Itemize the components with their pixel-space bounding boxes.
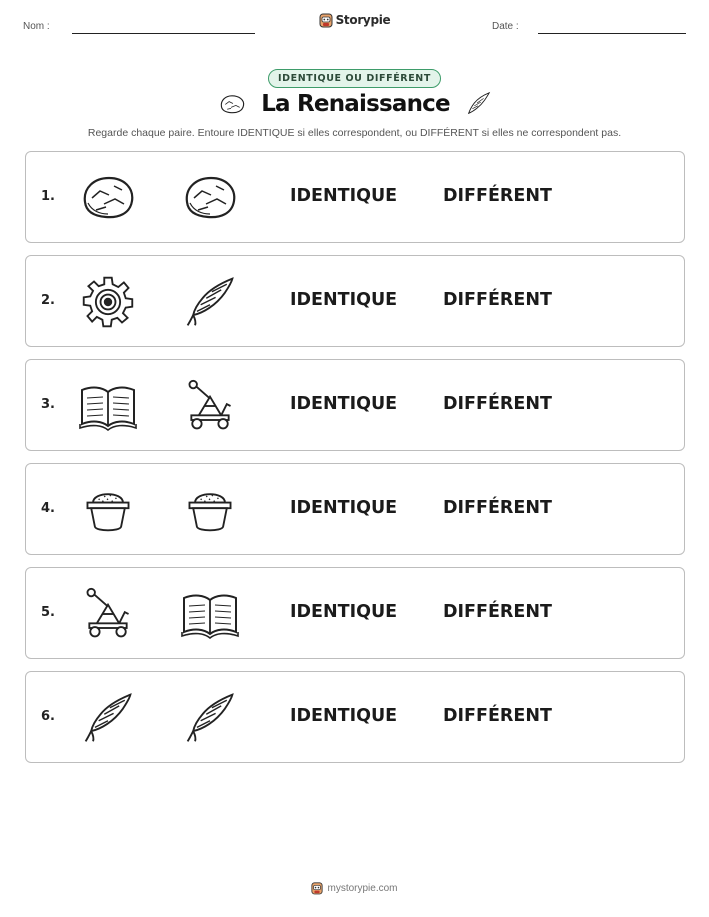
identique-option[interactable]: IDENTIQUE [290, 394, 398, 414]
catapult-icon [180, 378, 240, 434]
name-label: Nom : [23, 21, 50, 32]
question-row-5 [25, 567, 685, 659]
different-option[interactable]: DIFFÉRENT [443, 394, 552, 414]
date-label: Date : [492, 21, 519, 32]
question-row-6 [25, 671, 685, 763]
stone-icon [180, 170, 240, 226]
wing-icon [464, 90, 492, 118]
identique-option[interactable]: IDENTIQUE [290, 498, 398, 518]
worksheet-type-badge: IDENTIQUE OU DIFFÉRENT [268, 69, 441, 88]
different-option[interactable]: DIFFÉRENT [443, 186, 552, 206]
stone-icon [78, 170, 138, 226]
name-line[interactable] [72, 33, 255, 34]
wing-icon [180, 274, 240, 330]
question-row-3 [25, 359, 685, 451]
question-number: 2. [41, 293, 55, 308]
page-title: La Renaissance [261, 91, 450, 117]
pot-icon [180, 482, 240, 538]
instructions: Regarde chaque paire. Entoure IDENTIQUE si elles correspondent, ou DIFFÉRENT si elles ne correspondent pas. [87, 127, 622, 139]
different-option[interactable]: DIFFÉRENT [443, 706, 552, 726]
question-number: 1. [41, 189, 55, 204]
book-icon [78, 378, 138, 434]
different-option[interactable]: DIFFÉRENT [443, 602, 552, 622]
wing-icon [180, 690, 240, 746]
question-row-1 [25, 151, 685, 243]
identique-option[interactable]: IDENTIQUE [290, 602, 398, 622]
stone-icon [217, 92, 247, 116]
brand-logo [0, 12, 709, 32]
brand-name: Storypie [335, 13, 391, 27]
different-option[interactable]: DIFFÉRENT [443, 290, 552, 310]
catapult-icon [78, 586, 138, 642]
date-line[interactable] [538, 33, 686, 34]
footer-url: mystorypie.com [327, 882, 398, 894]
storypie-mascot-icon [319, 12, 333, 28]
gear-icon [78, 274, 138, 330]
question-number: 6. [41, 709, 55, 724]
different-option[interactable]: DIFFÉRENT [443, 498, 552, 518]
identique-option[interactable]: IDENTIQUE [290, 290, 398, 310]
wing-icon [78, 690, 138, 746]
identique-option[interactable]: IDENTIQUE [290, 706, 398, 726]
storypie-mascot-icon [311, 881, 323, 895]
pot-icon [78, 482, 138, 538]
question-number: 3. [41, 397, 55, 412]
question-number: 4. [41, 501, 55, 516]
book-icon [180, 586, 240, 642]
question-number: 5. [41, 605, 55, 620]
identique-option[interactable]: IDENTIQUE [290, 186, 398, 206]
question-row-2 [25, 255, 685, 347]
question-row-4 [25, 463, 685, 555]
